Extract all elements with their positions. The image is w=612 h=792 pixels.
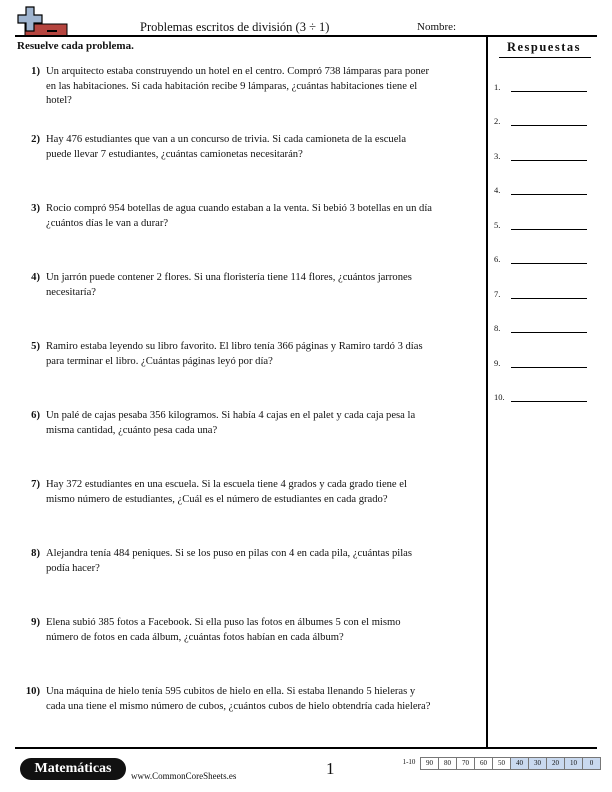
- problem-number: 10): [25, 686, 40, 697]
- answer-field-4[interactable]: [494, 182, 594, 196]
- score-cell: 0: [582, 757, 601, 770]
- answer-blank[interactable]: [511, 125, 587, 126]
- answer-field-7[interactable]: [494, 286, 594, 300]
- problem-number: 1): [31, 66, 40, 77]
- answer-blank[interactable]: [511, 332, 587, 333]
- answer-number: 6.: [494, 254, 501, 264]
- problem-line: Alejandra tenía 484 peniques. Si se los puso en pilas con 4 en cada pila, ¿cuántas pilas: [46, 548, 412, 559]
- answer-blank[interactable]: [511, 229, 587, 230]
- answer-field-8[interactable]: [494, 320, 594, 334]
- problem-number: 4): [31, 272, 40, 283]
- score-cell: 70: [456, 757, 475, 770]
- answer-blank[interactable]: [511, 263, 587, 264]
- answer-blank[interactable]: [511, 298, 587, 299]
- answer-number: 9.: [494, 358, 501, 368]
- answer-field-10[interactable]: [494, 389, 594, 403]
- problem-line: puede llevar 7 estudiantes, ¿cuántas camionetas necesitarán?: [46, 148, 303, 160]
- score-table: [398, 757, 601, 770]
- problem-line: hotel?: [46, 95, 72, 106]
- problem-text: [46, 65, 486, 109]
- problem-line: para terminar el libro. ¿Cuántas páginas leyó por día?: [46, 355, 273, 367]
- page-number: 1: [326, 759, 335, 778]
- problem-line: Un arquitecto estaba construyendo un hotel en el centro. Compró 738 lámparas para poner: [46, 66, 430, 77]
- answers-title-underline: [499, 57, 591, 58]
- score-cell: 20: [546, 757, 565, 770]
- problem-text: [46, 685, 486, 714]
- answer-field-1[interactable]: [494, 79, 594, 93]
- problem-text: [46, 547, 486, 576]
- problem-number: 5): [31, 341, 40, 352]
- logo-icon: [17, 6, 69, 38]
- name-label: Nombre:: [417, 21, 457, 33]
- problem-text: [46, 271, 486, 300]
- problem-text: [46, 202, 486, 231]
- answer-blank[interactable]: [511, 91, 587, 92]
- problem-line: necesitaría?: [46, 286, 96, 298]
- problem-line: Una máquina de hielo tenía 595 cubitos de hielo en ella. Si estaba llenando 5 hieleras y: [46, 686, 416, 697]
- answer-field-2[interactable]: [494, 113, 594, 127]
- score-cell: 80: [438, 757, 457, 770]
- score-cell: 50: [492, 757, 511, 770]
- problem-text: [46, 340, 486, 369]
- score-cell: 30: [528, 757, 547, 770]
- column-divider: [486, 36, 488, 748]
- problem-line: Un palé de cajas pesaba 356 kilogramos. Si había 4 cajas en el palet y cada caja pesa la: [46, 410, 416, 421]
- problem-text: [46, 616, 486, 645]
- answer-field-9[interactable]: [494, 355, 594, 369]
- score-range-label: 1-10: [402, 758, 416, 766]
- problem-line: podía hacer?: [46, 562, 100, 574]
- problem-line: Hay 476 estudiantes que van a un concurso de trivia. Si cada camioneta de la escuela: [46, 134, 407, 145]
- problem-text: [46, 409, 486, 438]
- answer-field-6[interactable]: [494, 251, 594, 265]
- problem-line: misma cantidad, ¿cuánto pesa cada una?: [46, 424, 218, 436]
- problem-text: [46, 478, 486, 507]
- problem-number: 2): [31, 134, 40, 145]
- problem-line: ¿cuántos días le van a durar?: [46, 217, 169, 229]
- problem-line: mismo número de estudiantes, ¿Cuál es el número de estudiantes en cada grado?: [46, 493, 388, 505]
- answers-title: Respuestas: [506, 40, 582, 54]
- answer-blank[interactable]: [511, 367, 587, 368]
- worksheet-title: Problemas escritos de división (3 ÷ 1): [140, 20, 330, 34]
- problem-line: Rocio compró 954 botellas de agua cuando estaban a la venta. Si bebió 3 botellas en un día: [46, 203, 432, 214]
- problem-number: 3): [31, 203, 40, 214]
- problem-line: cada una tiene el mismo número de cubos, ¿cuántos cubos de hielo obtendría cada hielera?: [46, 700, 431, 712]
- answer-blank[interactable]: [511, 160, 587, 161]
- problem-line: Un jarrón puede contener 2 flores. Si una floristería tiene 114 flores, ¿cuántos jarrones: [46, 272, 412, 283]
- problem-line: Ramiro estaba leyendo su libro favorito. El libro tenía 366 páginas y Ramiro tardó 3 días: [46, 341, 423, 352]
- answer-number: 5.: [494, 220, 501, 230]
- score-cell: 10: [564, 757, 583, 770]
- problem-line: Elena subió 385 fotos a Facebook. Si ella puso las fotos en álbumes 5 con el mismo: [46, 617, 401, 628]
- problem-line: Hay 372 estudiantes en una escuela. Si la escuela tiene 4 grados y cada grado tiene el: [46, 479, 407, 490]
- answer-number: 10.: [494, 392, 505, 402]
- instructions: Resuelve cada problema.: [17, 40, 134, 52]
- answer-number: 1.: [494, 82, 501, 92]
- score-cell: 90: [420, 757, 439, 770]
- brand-badge: Matemáticas: [20, 758, 126, 780]
- footer-divider: [15, 747, 597, 749]
- problem-line: en las habitaciones. Si cada habitación recibe 9 lámparas, ¿cuántas habitaciones tiene el: [46, 80, 418, 92]
- problem-text: [46, 133, 486, 162]
- problem-number: 6): [31, 410, 40, 421]
- answer-blank[interactable]: [511, 401, 587, 402]
- header-divider: [15, 35, 597, 37]
- answer-blank[interactable]: [511, 194, 587, 195]
- problem-number: 9): [31, 617, 40, 628]
- score-cell: 40: [510, 757, 529, 770]
- answer-number: 4.: [494, 185, 501, 195]
- answer-number: 7.: [494, 289, 501, 299]
- answer-number: 2.: [494, 116, 501, 126]
- site-url: www.CommonCoreSheets.es: [131, 771, 237, 781]
- answer-field-5[interactable]: [494, 217, 594, 231]
- problem-number: 8): [31, 548, 40, 559]
- score-cell: 60: [474, 757, 493, 770]
- answer-number: 8.: [494, 323, 501, 333]
- problem-line: número de fotos en cada álbum, ¿cuántas fotos habían en cada álbum?: [46, 631, 344, 643]
- answer-field-3[interactable]: [494, 148, 594, 162]
- answer-number: 3.: [494, 151, 501, 161]
- problem-number: 7): [31, 479, 40, 490]
